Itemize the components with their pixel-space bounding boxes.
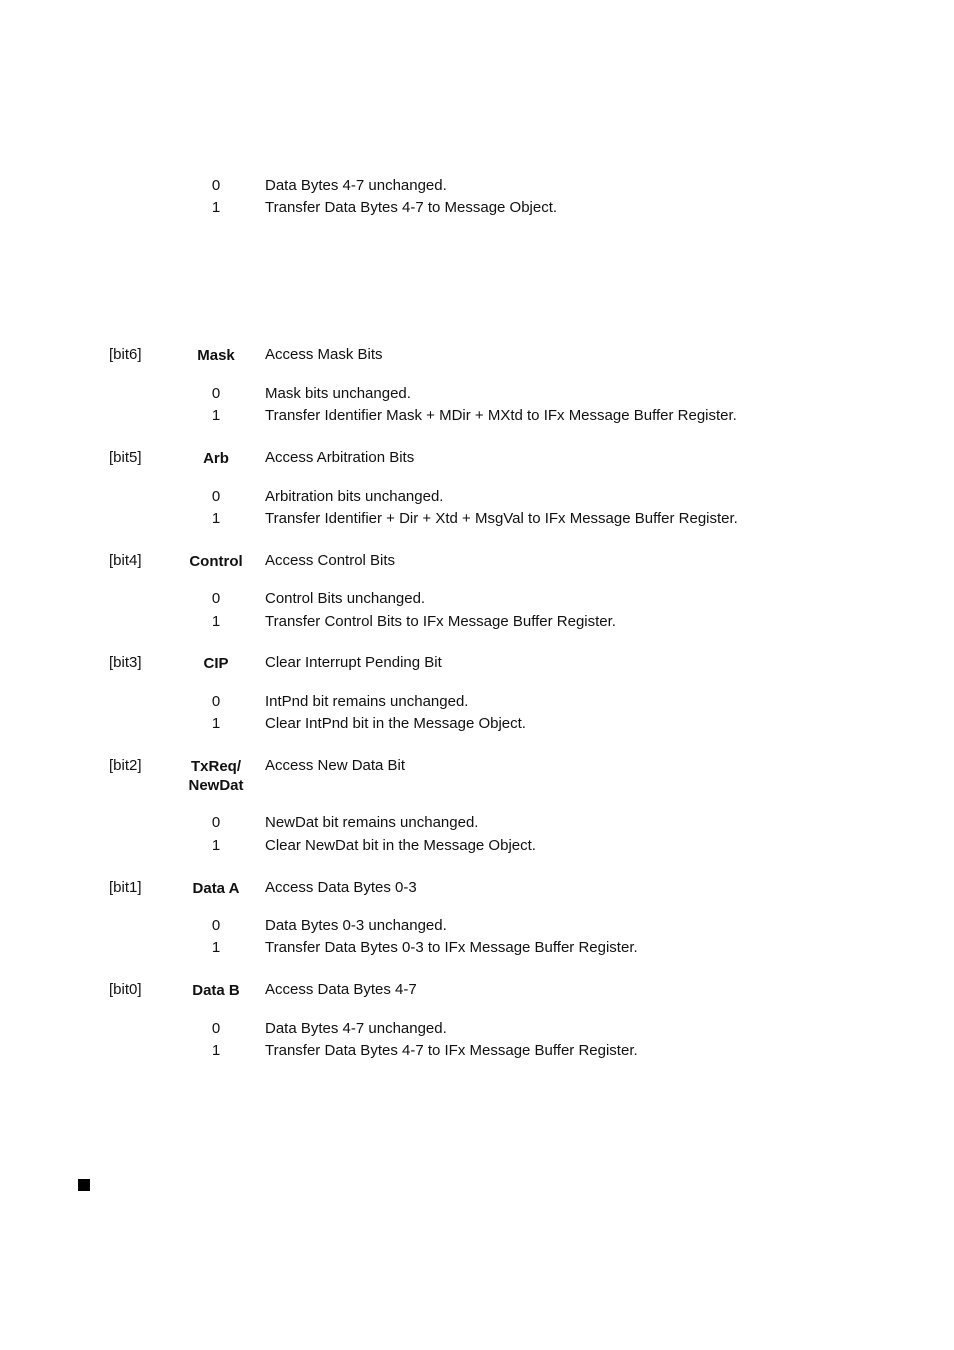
field-description: Access Data Bytes 0-3 bbox=[265, 879, 417, 896]
value-description: Arbitration bits unchanged. bbox=[265, 488, 444, 505]
value-code: 1 bbox=[211, 613, 221, 630]
field-name: Control bbox=[189, 553, 243, 570]
value-description: Transfer Identifier + Dir + Xtd + MsgVal to IFx Message Buffer Register. bbox=[265, 510, 738, 527]
value-code: 0 bbox=[211, 590, 221, 607]
value-code: 0 bbox=[211, 693, 221, 710]
field-description: Clear Interrupt Pending Bit bbox=[265, 654, 442, 671]
value-code: 0 bbox=[211, 177, 221, 194]
bit-label: [bit6] bbox=[109, 346, 142, 363]
bit-label: [bit0] bbox=[109, 981, 142, 998]
value-code: 0 bbox=[211, 814, 221, 831]
field-description: Access New Data Bit bbox=[265, 757, 406, 774]
field-name: Data A bbox=[192, 880, 240, 897]
bit-label: [bit5] bbox=[109, 449, 142, 466]
field-name-line2: NewDat bbox=[188, 777, 244, 794]
field-name: Arb bbox=[203, 450, 229, 467]
value-description: Data Bytes 4-7 unchanged. bbox=[265, 1020, 447, 1037]
value-code: 0 bbox=[211, 917, 221, 934]
value-code: 0 bbox=[211, 1020, 221, 1037]
field-description: Access Arbitration Bits bbox=[265, 449, 415, 466]
field-description: Access Data Bytes 4-7 bbox=[265, 981, 417, 998]
value-description: Data Bytes 4-7 unchanged. bbox=[265, 177, 447, 194]
value-description: Clear IntPnd bit in the Message Object. bbox=[265, 715, 526, 732]
field-description: Access Mask Bits bbox=[265, 346, 383, 363]
value-description: IntPnd bit remains unchanged. bbox=[265, 693, 469, 710]
field-description: Access Control Bits bbox=[265, 552, 396, 569]
value-code: 1 bbox=[211, 715, 221, 732]
value-description: Transfer Control Bits to IFx Message Buffer Register. bbox=[265, 613, 616, 630]
value-code: 1 bbox=[211, 939, 221, 956]
value-description: Clear NewDat bit in the Message Object. bbox=[265, 837, 536, 854]
value-description: NewDat bit remains unchanged. bbox=[265, 814, 479, 831]
value-code: 1 bbox=[211, 407, 221, 424]
value-description: Transfer Data Bytes 4-7 to IFx Message Buffer Register. bbox=[265, 1042, 638, 1059]
value-code: 0 bbox=[211, 385, 221, 402]
value-code: 1 bbox=[211, 510, 221, 527]
value-code: 1 bbox=[211, 837, 221, 854]
field-name: Mask bbox=[197, 347, 235, 364]
value-code: 1 bbox=[211, 199, 221, 216]
section-bullet-icon bbox=[78, 1179, 90, 1191]
value-description: Transfer Identifier Mask + MDir + MXtd to IFx Message Buffer Register. bbox=[265, 407, 737, 424]
value-description: Transfer Data Bytes 0-3 to IFx Message Buffer Register. bbox=[265, 939, 638, 956]
bit-label: [bit3] bbox=[109, 654, 142, 671]
bit-label: [bit4] bbox=[109, 552, 142, 569]
bit-label: [bit2] bbox=[109, 757, 142, 774]
value-description: Transfer Data Bytes 4-7 to Message Object. bbox=[265, 199, 558, 216]
value-code: 0 bbox=[211, 488, 221, 505]
value-code: 1 bbox=[211, 1042, 221, 1059]
field-name: Data B bbox=[192, 982, 240, 999]
value-description: Data Bytes 0-3 unchanged. bbox=[265, 917, 447, 934]
value-description: Mask bits unchanged. bbox=[265, 385, 411, 402]
bit-label: [bit1] bbox=[109, 879, 142, 896]
field-name: TxReq/ bbox=[190, 758, 241, 775]
field-name: CIP bbox=[203, 655, 229, 672]
value-description: Control Bits unchanged. bbox=[265, 590, 426, 607]
